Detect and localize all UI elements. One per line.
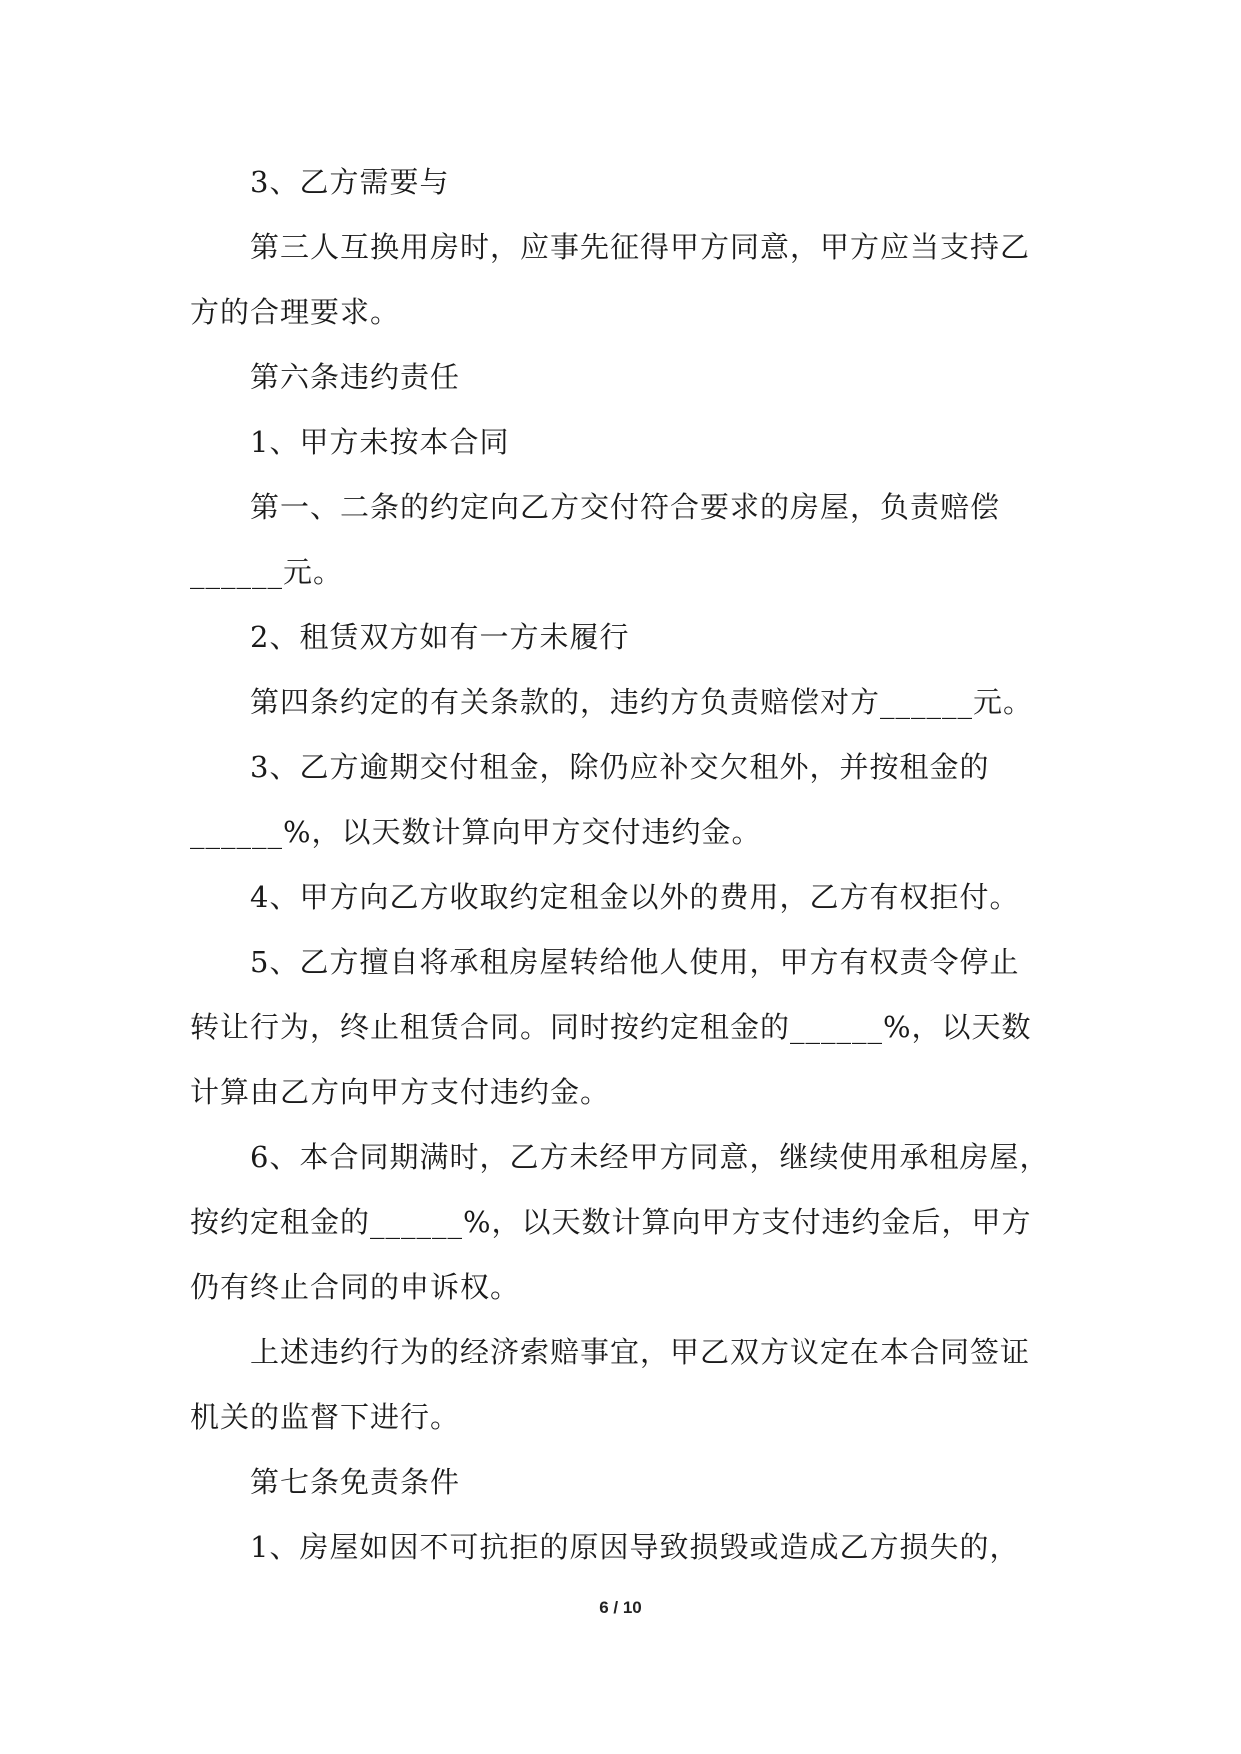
text-line: 6、本合同期满时，乙方未经甲方同意，继续使用承租房屋， bbox=[250, 1140, 1050, 1174]
text-line: 转让行为，终止租赁合同。同时按约定租金的______%，以天数 bbox=[190, 1010, 1032, 1044]
text-line: 第一、二条的约定向乙方交付符合要求的房屋，负责赔偿 bbox=[250, 490, 1001, 524]
text-line: 3、乙方需要与 bbox=[250, 165, 450, 199]
text-line: 方的合理要求。 bbox=[190, 295, 401, 329]
page-number: 6 / 10 bbox=[599, 1598, 642, 1617]
text-line: 按约定租金的______%，以天数计算向甲方支付违约金后，甲方 bbox=[190, 1205, 1032, 1239]
text-line: 计算由乙方向甲方支付违约金。 bbox=[190, 1075, 611, 1109]
section-heading: 第六条违约责任 bbox=[250, 360, 461, 394]
text-line: 1、甲方未按本合同 bbox=[250, 425, 510, 459]
text-line: ______元。 bbox=[190, 555, 344, 589]
text-line: 第三人互换用房时，应事先征得甲方同意，甲方应当支持乙 bbox=[250, 230, 1031, 264]
document-body bbox=[190, 160, 1060, 1590]
text-line: 仍有终止合同的申诉权。 bbox=[190, 1270, 521, 1304]
text-line: 4、甲方向乙方收取约定租金以外的费用，乙方有权拒付。 bbox=[250, 880, 1020, 914]
text-line: 2、租赁双方如有一方未履行 bbox=[250, 620, 630, 654]
text-line: 5、乙方擅自将承租房屋转给他人使用，甲方有权责令停止 bbox=[250, 945, 1020, 979]
text-line: ______%，以天数计算向甲方交付违约金。 bbox=[190, 815, 762, 849]
text-line: 第四条约定的有关条款的，违约方负责赔偿对方______元。 bbox=[250, 685, 1034, 719]
text-line: 上述违约行为的经济索赔事宜，甲乙双方议定在本合同签证 bbox=[250, 1335, 1031, 1369]
text-line: 1、房屋如因不可抗拒的原因导致损毁或造成乙方损失的， bbox=[250, 1530, 1020, 1564]
text-line: 机关的监督下进行。 bbox=[190, 1400, 461, 1434]
text-line: 3、乙方逾期交付租金，除仍应补交欠租外，并按租金的 bbox=[250, 750, 990, 784]
section-heading: 第七条免责条件 bbox=[250, 1465, 461, 1499]
